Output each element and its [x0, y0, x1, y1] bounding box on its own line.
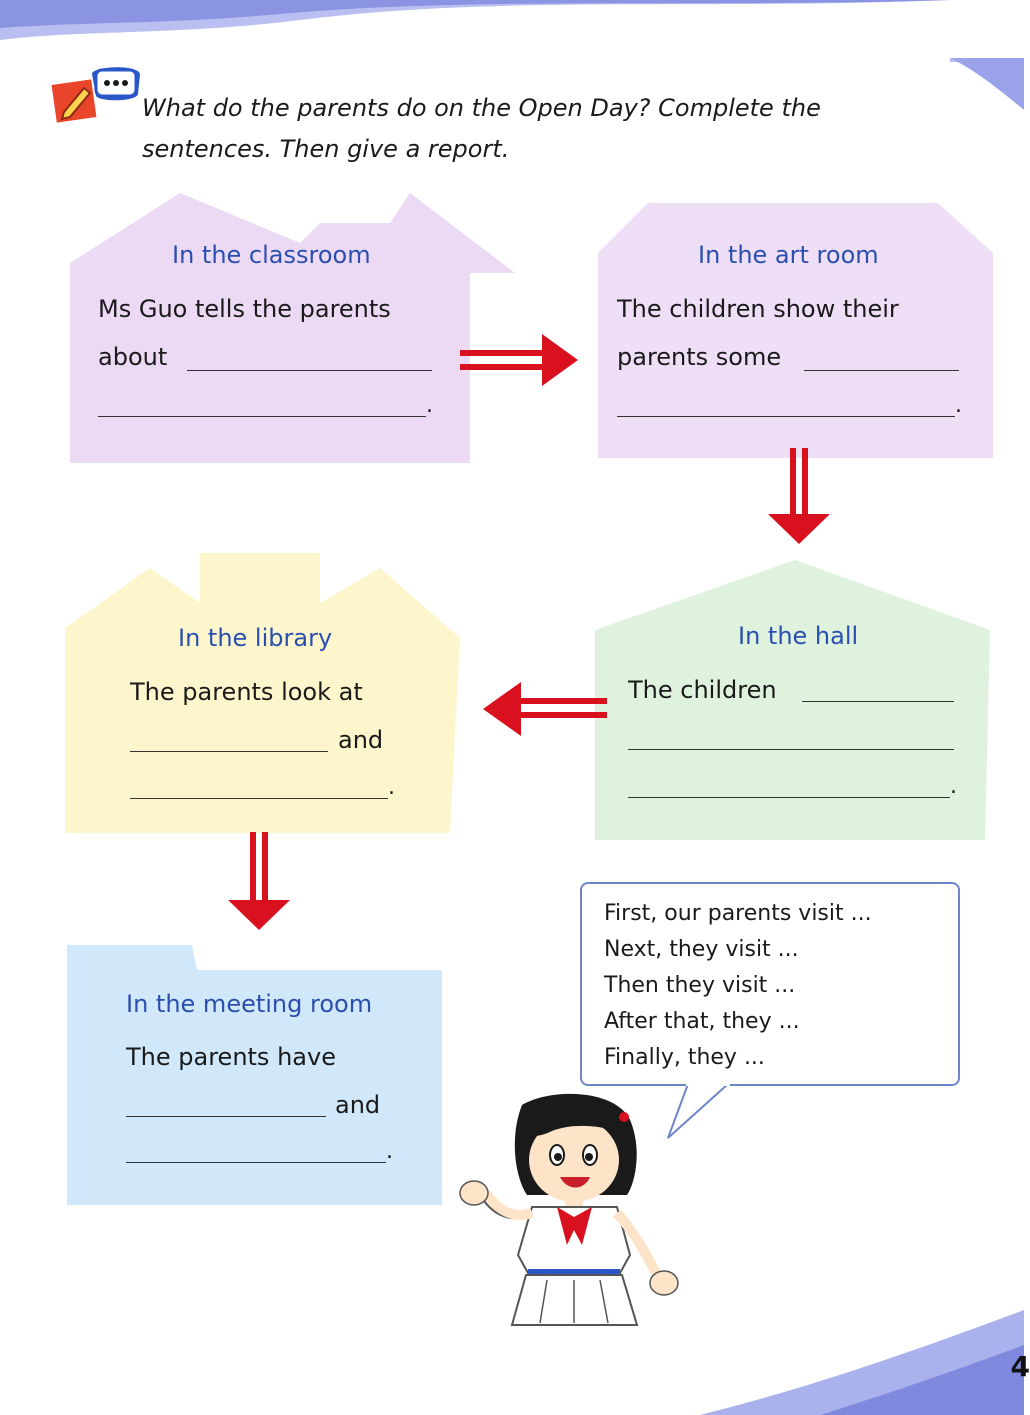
library-title: In the library	[178, 624, 333, 652]
meeting-room-blank-1[interactable]	[126, 1116, 326, 1117]
art-room-house-shape	[588, 193, 998, 463]
card-art-room	[588, 193, 998, 463]
hall-blank-1[interactable]	[802, 701, 954, 702]
classroom-house-shape	[50, 183, 520, 468]
library-blank-2[interactable]	[130, 798, 388, 799]
meeting-room-title: In the meeting room	[126, 990, 373, 1018]
classroom-period: .	[426, 393, 433, 418]
art-room-blank-2[interactable]	[617, 416, 955, 417]
classroom-line-2: about	[98, 343, 168, 371]
hall-title: In the hall	[738, 622, 859, 650]
art-room-blank-1[interactable]	[804, 370, 959, 371]
card-meeting-room	[62, 935, 447, 1210]
card-library	[60, 548, 465, 838]
library-blank-1[interactable]	[130, 751, 328, 752]
meeting-room-period: .	[386, 1139, 393, 1164]
card-hall	[590, 560, 1000, 845]
arrow-down-icon	[768, 448, 830, 546]
classroom-line-1: Ms Guo tells the parents	[98, 295, 391, 323]
hall-period: .	[950, 774, 957, 799]
library-line-1: The parents look at	[130, 678, 363, 706]
meeting-room-and: and	[335, 1091, 381, 1119]
art-room-title: In the art room	[698, 241, 879, 269]
library-and: and	[338, 726, 384, 754]
hall-line-1: The children	[628, 676, 777, 704]
hall-blank-3[interactable]	[628, 797, 950, 798]
art-room-period: .	[955, 393, 962, 418]
classroom-title: In the classroom	[172, 241, 371, 269]
report-line-1: First, our parents visit ...	[604, 901, 872, 926]
classroom-blank-2[interactable]	[98, 416, 426, 417]
pencil-speech-bubble-icon	[50, 62, 145, 124]
meeting-room-blank-2[interactable]	[126, 1162, 386, 1163]
meeting-room-house-shape	[62, 935, 447, 1210]
report-speech-bubble	[580, 882, 960, 1086]
report-line-2: Next, they visit ...	[604, 937, 799, 962]
classroom-blank-1[interactable]	[187, 370, 432, 371]
card-classroom	[50, 183, 520, 468]
report-line-3: Then they visit ...	[604, 973, 796, 998]
meeting-room-line-1: The parents have	[126, 1043, 336, 1071]
instruction-text: What do the parents do on the Open Day? Complete the sentences. Then give a report.	[142, 94, 821, 163]
report-line-5: Finally, they ...	[604, 1045, 765, 1070]
arrow-down-icon-2	[228, 832, 290, 932]
art-room-line-1: The children show their	[617, 295, 899, 323]
page-number: 4	[1010, 1350, 1030, 1383]
art-room-line-2: parents some	[617, 343, 782, 371]
hall-blank-2[interactable]	[628, 749, 954, 750]
report-line-4: After that, they ...	[604, 1009, 800, 1034]
arrow-left-icon	[483, 680, 608, 738]
arrow-right-icon	[460, 332, 580, 390]
library-period: .	[388, 775, 395, 800]
girl-character-illustration	[452, 1095, 702, 1325]
